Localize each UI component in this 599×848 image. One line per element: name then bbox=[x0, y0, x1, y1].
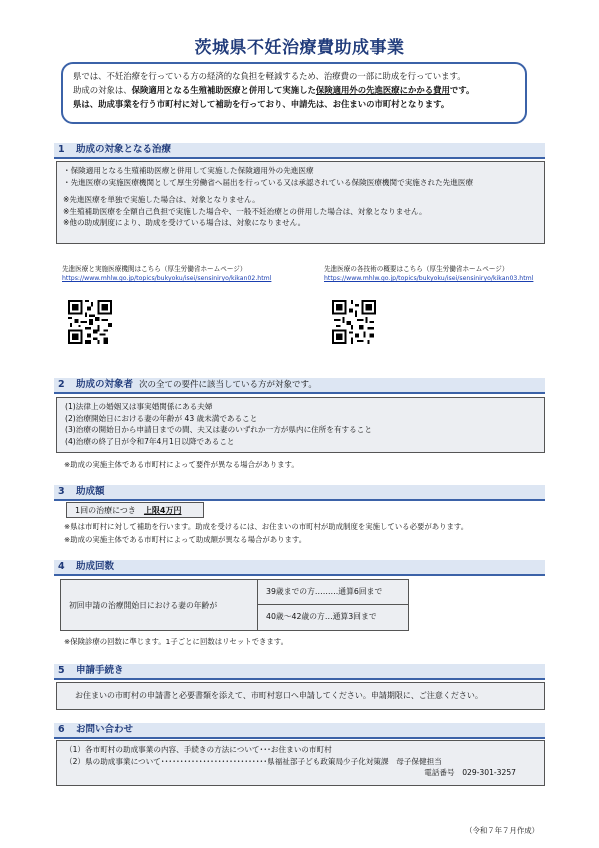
section-title: 助成回数 bbox=[76, 561, 115, 572]
section-6-box bbox=[56, 740, 545, 786]
contact-line: （2）県の助成事業について････････････････････････････県福祉部子ども政策局少子化対策課 母子保健担当 bbox=[65, 756, 442, 766]
section-title: お問い合わせ bbox=[76, 724, 134, 735]
link-label-technologies: 先進医療の各技術の概要はこちら（厚生労働省ホームページ） bbox=[324, 265, 509, 273]
section-number: 2 bbox=[58, 379, 65, 390]
intro-box bbox=[61, 62, 527, 124]
intro-line-2-a: 助成の対象は、 bbox=[73, 85, 132, 95]
treatment-note: ※生殖補助医療を全額自己負担で実施した場合や、一般不妊治療との併用した場合は、対象となりません。 bbox=[63, 206, 427, 216]
section-subtitle: 次の全ての要件に該当している方が対象です。 bbox=[139, 380, 317, 390]
intro-line-2 bbox=[73, 83, 515, 97]
treatment-item: ・保険適用となる生殖補助医療と併用して実施した保険適用外の先進医療 bbox=[63, 166, 314, 175]
intro-line-2-c: 保険適用外の先進医療にかかる費用 bbox=[315, 85, 450, 95]
section-3-note: ※県は市町村に対して補助を行います。助成を受けるには、お住まいの市町村が助成制度を実施している必要があります。 bbox=[64, 522, 469, 531]
section-1-box bbox=[56, 161, 545, 244]
link-technologies[interactable]: https://www.mhlw.go.jp/topics/bukyoku/isei/sensiniryo/kikan03.html bbox=[324, 275, 534, 282]
section-2-box bbox=[56, 397, 545, 453]
section-1-header bbox=[54, 143, 545, 159]
qr-code-technologies[interactable] bbox=[332, 300, 376, 344]
section-4-header bbox=[54, 560, 545, 576]
intro-line-1: 県では、不妊治療を行っている方の経済的な負担を軽減するため、治療費の一部に助成を行っています。 bbox=[73, 71, 466, 81]
contact-phone: 電話番号 029-301-3257 bbox=[424, 768, 516, 777]
treatment-item: ・先進医療の実施医療機関として厚生労働省へ届出を行っている又は承認されている保険医療機関で実施された先進医療 bbox=[63, 177, 474, 187]
section-5-header bbox=[54, 664, 545, 680]
eligibility-item: (3)治療の開始日から申請日までの間、夫又は妻のいずれか一方が県内に住所を有すること bbox=[65, 425, 372, 434]
section-title: 助成の対象となる治療 bbox=[76, 144, 172, 155]
amount-prefix: 1回の治療につき bbox=[75, 506, 136, 515]
contact-line: （1）各市町村の助成事業の内容、手続きの方法について･･･お住まいの市町村 bbox=[65, 745, 332, 754]
eligibility-item: (1)法律上の婚姻又は事実婚関係にある夫婦 bbox=[65, 402, 213, 411]
intro-line-2-b: 保険適用となる生殖補助医療と併用して実施した bbox=[131, 85, 316, 95]
section-number: 5 bbox=[58, 665, 65, 676]
link-facilities[interactable]: https://www.mhlw.go.jp/topics/bukyoku/isei/sensiniryo/kikan02.html bbox=[62, 275, 272, 282]
section-number: 1 bbox=[58, 144, 65, 155]
link-label-facilities: 先進医療と実施医療機関はこちら（厚生労働省ホームページ） bbox=[62, 265, 247, 273]
page-title: 茨城県不妊治療費助成事業 bbox=[194, 38, 405, 58]
section-5-box: お住まいの市町村の申請書と必要書類を添えて、市町村窓口へ申請してください。申請期限に、ご注意ください。 bbox=[56, 682, 545, 710]
count-row: 40歳～42歳の方…通算3回まで bbox=[257, 605, 409, 630]
section-number: 3 bbox=[58, 486, 65, 497]
amount-value: 上限4万円 bbox=[143, 506, 182, 515]
section-title: 助成額 bbox=[76, 486, 105, 497]
eligibility-item: (4)治療の終了日が令和7年4月1日以降であること bbox=[65, 436, 235, 446]
count-label: 初回申請の治療開始日における妻の年齢が bbox=[69, 601, 218, 610]
section-3-note: ※助成の実施主体である市町村によって助成額が異なる場合があります。 bbox=[64, 535, 307, 544]
treatment-note: ※先進医療を単独で実施した場合は、対象となりません。 bbox=[63, 195, 260, 204]
section-3-amount-box bbox=[66, 502, 204, 518]
qr-code-facilities[interactable] bbox=[68, 300, 112, 344]
eligibility-item: (2)治療開始日における妻の年齢が 43 歳未満であること bbox=[65, 413, 258, 423]
intro-line-2-d: です。 bbox=[449, 85, 475, 95]
footer-date: （令和７年７月作成） bbox=[465, 826, 539, 835]
intro-line-3: 県は、助成事業を行う市町村に対して補助を行っており、申請先は、お住まいの市町村となります。 bbox=[73, 99, 450, 109]
section-title: 助成の対象者 bbox=[76, 379, 134, 390]
section-4-note: ※保険診療の回数に準じます。1子ごとに回数はリセットできます。 bbox=[64, 637, 288, 646]
section-6-header bbox=[54, 723, 545, 739]
treatment-note: ※他の助成制度により、助成を受けている場合は、対象になりません。 bbox=[63, 218, 306, 227]
section-title: 申請手続き bbox=[76, 665, 124, 676]
section-4-table bbox=[60, 579, 409, 631]
section-2-header bbox=[54, 378, 545, 394]
section-number: 6 bbox=[58, 724, 65, 735]
section-2-note: ※助成の実施主体である市町村によって要件が異なる場合があります。 bbox=[64, 460, 299, 469]
section-number: 4 bbox=[58, 561, 65, 572]
count-row: 39歳までの方………通算6回まで bbox=[257, 580, 409, 605]
section-3-header bbox=[54, 485, 545, 501]
